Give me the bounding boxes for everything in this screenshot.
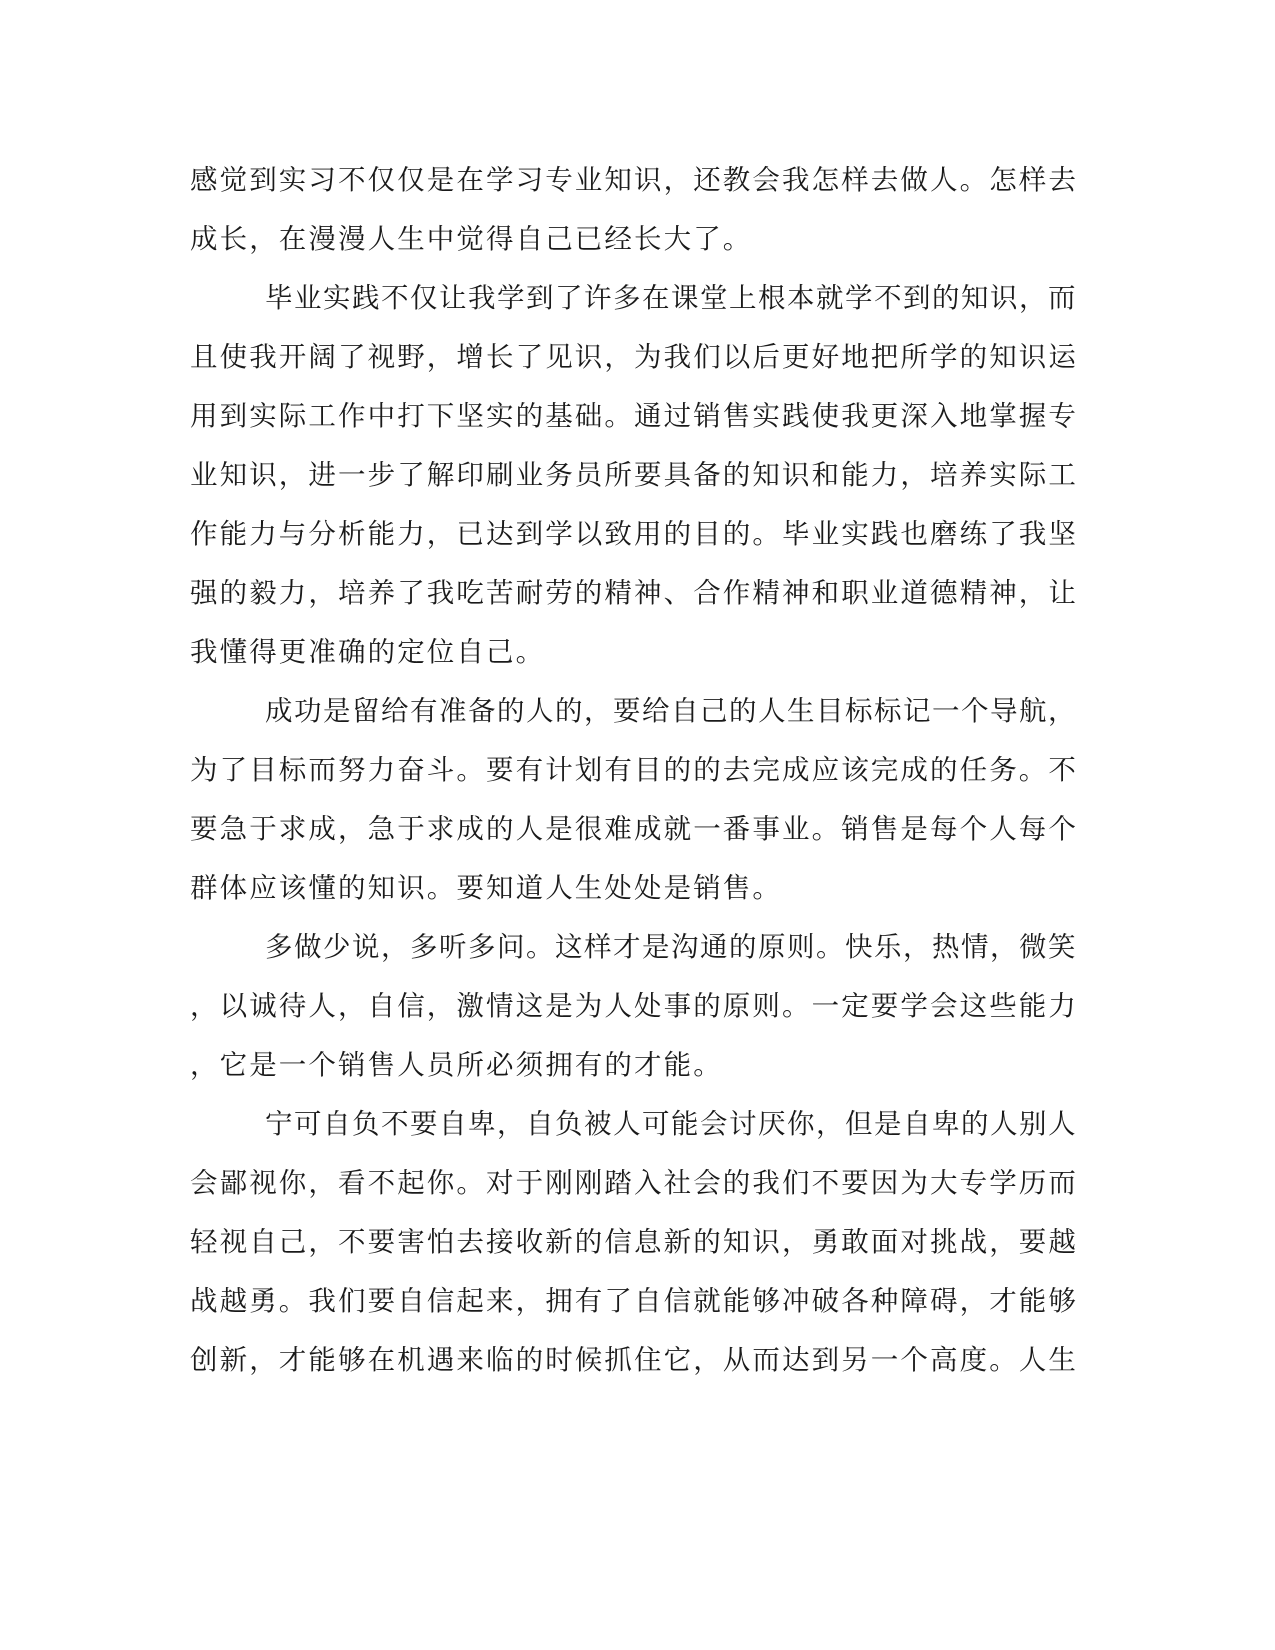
text-line: 为了目标而努力奋斗。要有计划有目的的去完成应该完成的任务。不: [190, 754, 1078, 786]
text-line: 战越勇。我们要自信起来，拥有了自信就能够冲破各种障碍，才能够: [190, 1285, 1078, 1317]
text-line: 业知识，进一步了解印刷业务员所要具备的知识和能力，培养实际工: [190, 459, 1078, 491]
text-line: 用到实际工作中打下坚实的基础。通过销售实践使我更深入地掌握专: [190, 400, 1078, 432]
text-line: 成功是留给有准备的人的，要给自己的人生目标标记一个导航，: [265, 695, 1077, 727]
text-line: 会鄙视你，看不起你。对于刚刚踏入社会的我们不要因为大专学历而: [190, 1167, 1078, 1199]
text-line: 多做少说，多听多问。这样才是沟通的原则。快乐，热情，微笑: [265, 931, 1077, 963]
text-line: 宁可自负不要自卑，自负被人可能会讨厌你，但是自卑的人别人: [265, 1108, 1077, 1140]
text-line: 感觉到实习不仅仅是在学习专业知识，还教会我怎样去做人。怎样去: [190, 164, 1078, 196]
text-line: 要急于求成，急于求成的人是很难成就一番事业。销售是每个人每个: [190, 813, 1078, 845]
text-line: 我懂得更准确的定位自己。: [190, 636, 546, 668]
text-line: 作能力与分析能力，已达到学以致用的目的。毕业实践也磨练了我坚: [190, 518, 1078, 550]
text-line: 轻视自己，不要害怕去接收新的信息新的知识，勇敢面对挑战，要越: [190, 1226, 1078, 1258]
text-line: 且使我开阔了视野，增长了见识，为我们以后更好地把所学的知识运: [190, 341, 1078, 373]
text-line: 强的毅力，培养了我吃苦耐劳的精神、合作精神和职业道德精神，让: [190, 577, 1078, 609]
text-line: 群体应该懂的知识。要知道人生处处是销售。: [190, 872, 782, 904]
text-line: ，以诚待人，自信，激情这是为人处事的原则。一定要学会这些能力: [190, 990, 1078, 1022]
text-line: 创新，才能够在机遇来临的时候抓住它，从而达到另一个高度。人生: [190, 1344, 1078, 1376]
text-line: 成长，在漫漫人生中觉得自己已经长大了。: [190, 223, 753, 255]
text-line: ，它是一个销售人员所必须拥有的才能。: [190, 1049, 723, 1081]
text-line: 毕业实践不仅让我学到了许多在课堂上根本就学不到的知识，而: [265, 282, 1077, 314]
